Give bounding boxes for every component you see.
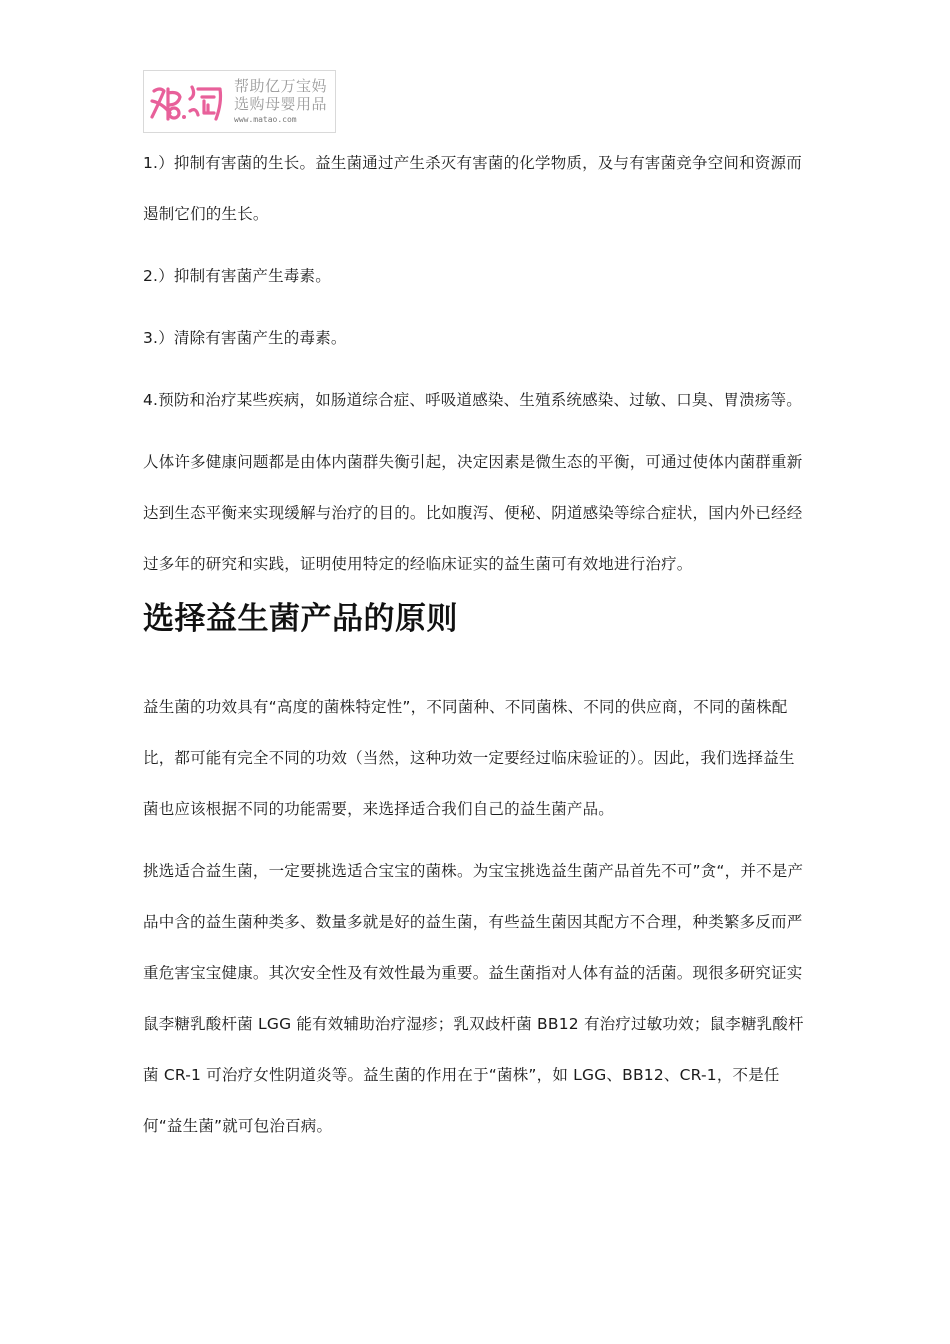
matao-logo-mark	[148, 77, 230, 127]
logo-tagline	[234, 77, 334, 125]
paragraph-health-balance: 人体许多健康问题都是由体内菌群失衡引起，决定因素是微生态的平衡，可通过使体内菌群重新达到生态平衡来实现缓解与治疗的目的。比如腹泻、便秘、阴道感染等综合症状，国内外已经经过多年的研究和实践，证明使用特定的经临床证实的益生菌可有效地进行治疗。	[143, 453, 803, 573]
paragraph-strain-specificity: 益生菌的功效具有“高度的菌株特定性”，不同菌种、不同菌株、不同的供应商，不同的菌株配比，都可能有完全不同的功效（当然，这种功效一定要经过临床验证的）。因此，我们选择益生菌也应该根据不同的功能需要，来选择适合我们自己的益生菌产品。	[143, 698, 795, 818]
paragraph-benefit-4: 4.预防和治疗某些疾病，如肠道综合症、呼吸道感染、生殖系统感染、过敏、口臭、胃溃疡等。	[143, 391, 802, 409]
section-heading: 选择益生菌产品的原则	[143, 601, 458, 637]
logo-tagline-line-1: 帮助亿万宝妈	[234, 77, 328, 95]
logo-tagline-line-2: 选购母婴用品	[234, 95, 328, 113]
paragraph-benefit-1: 1.）抑制有害菌的生长。益生菌通过产生杀灭有害菌的化学物质，及与有害菌竞争空间和资源而遏制它们的生长。	[143, 154, 802, 223]
logo	[143, 70, 336, 133]
paragraph-benefit-3: 3.）清除有害菌产生的毒素。	[143, 329, 347, 347]
paragraph-choosing-strains: 挑选适合益生菌，一定要挑选适合宝宝的菌株。为宝宝挑选益生菌产品首先不可”贪“，并不是产品中含的益生菌种类多、数量多就是好的益生菌，有些益生菌因其配方不合理，种类繁多反而严重危害宝宝健康。其次安全性及有效性最为重要。益生菌指对人体有益的活菌。现很多研究证实鼠李糖乳酸杆菌 LGG 能有效辅助治疗湿疹；乳双歧杆菌 BB12 有治疗过敏功效；鼠李糖乳酸杆菌 CR-1 可治疗女性阴道炎等。益生菌的作用在于“菌株”，如 LGG、BB12、CR-1，不是任何“益生菌”就可包治百病。	[143, 862, 804, 1135]
logo-url: www.matao.com	[234, 115, 297, 124]
paragraph-benefit-2: 2.）抑制有害菌产生毒素。	[143, 267, 331, 285]
article-body	[143, 138, 809, 1152]
